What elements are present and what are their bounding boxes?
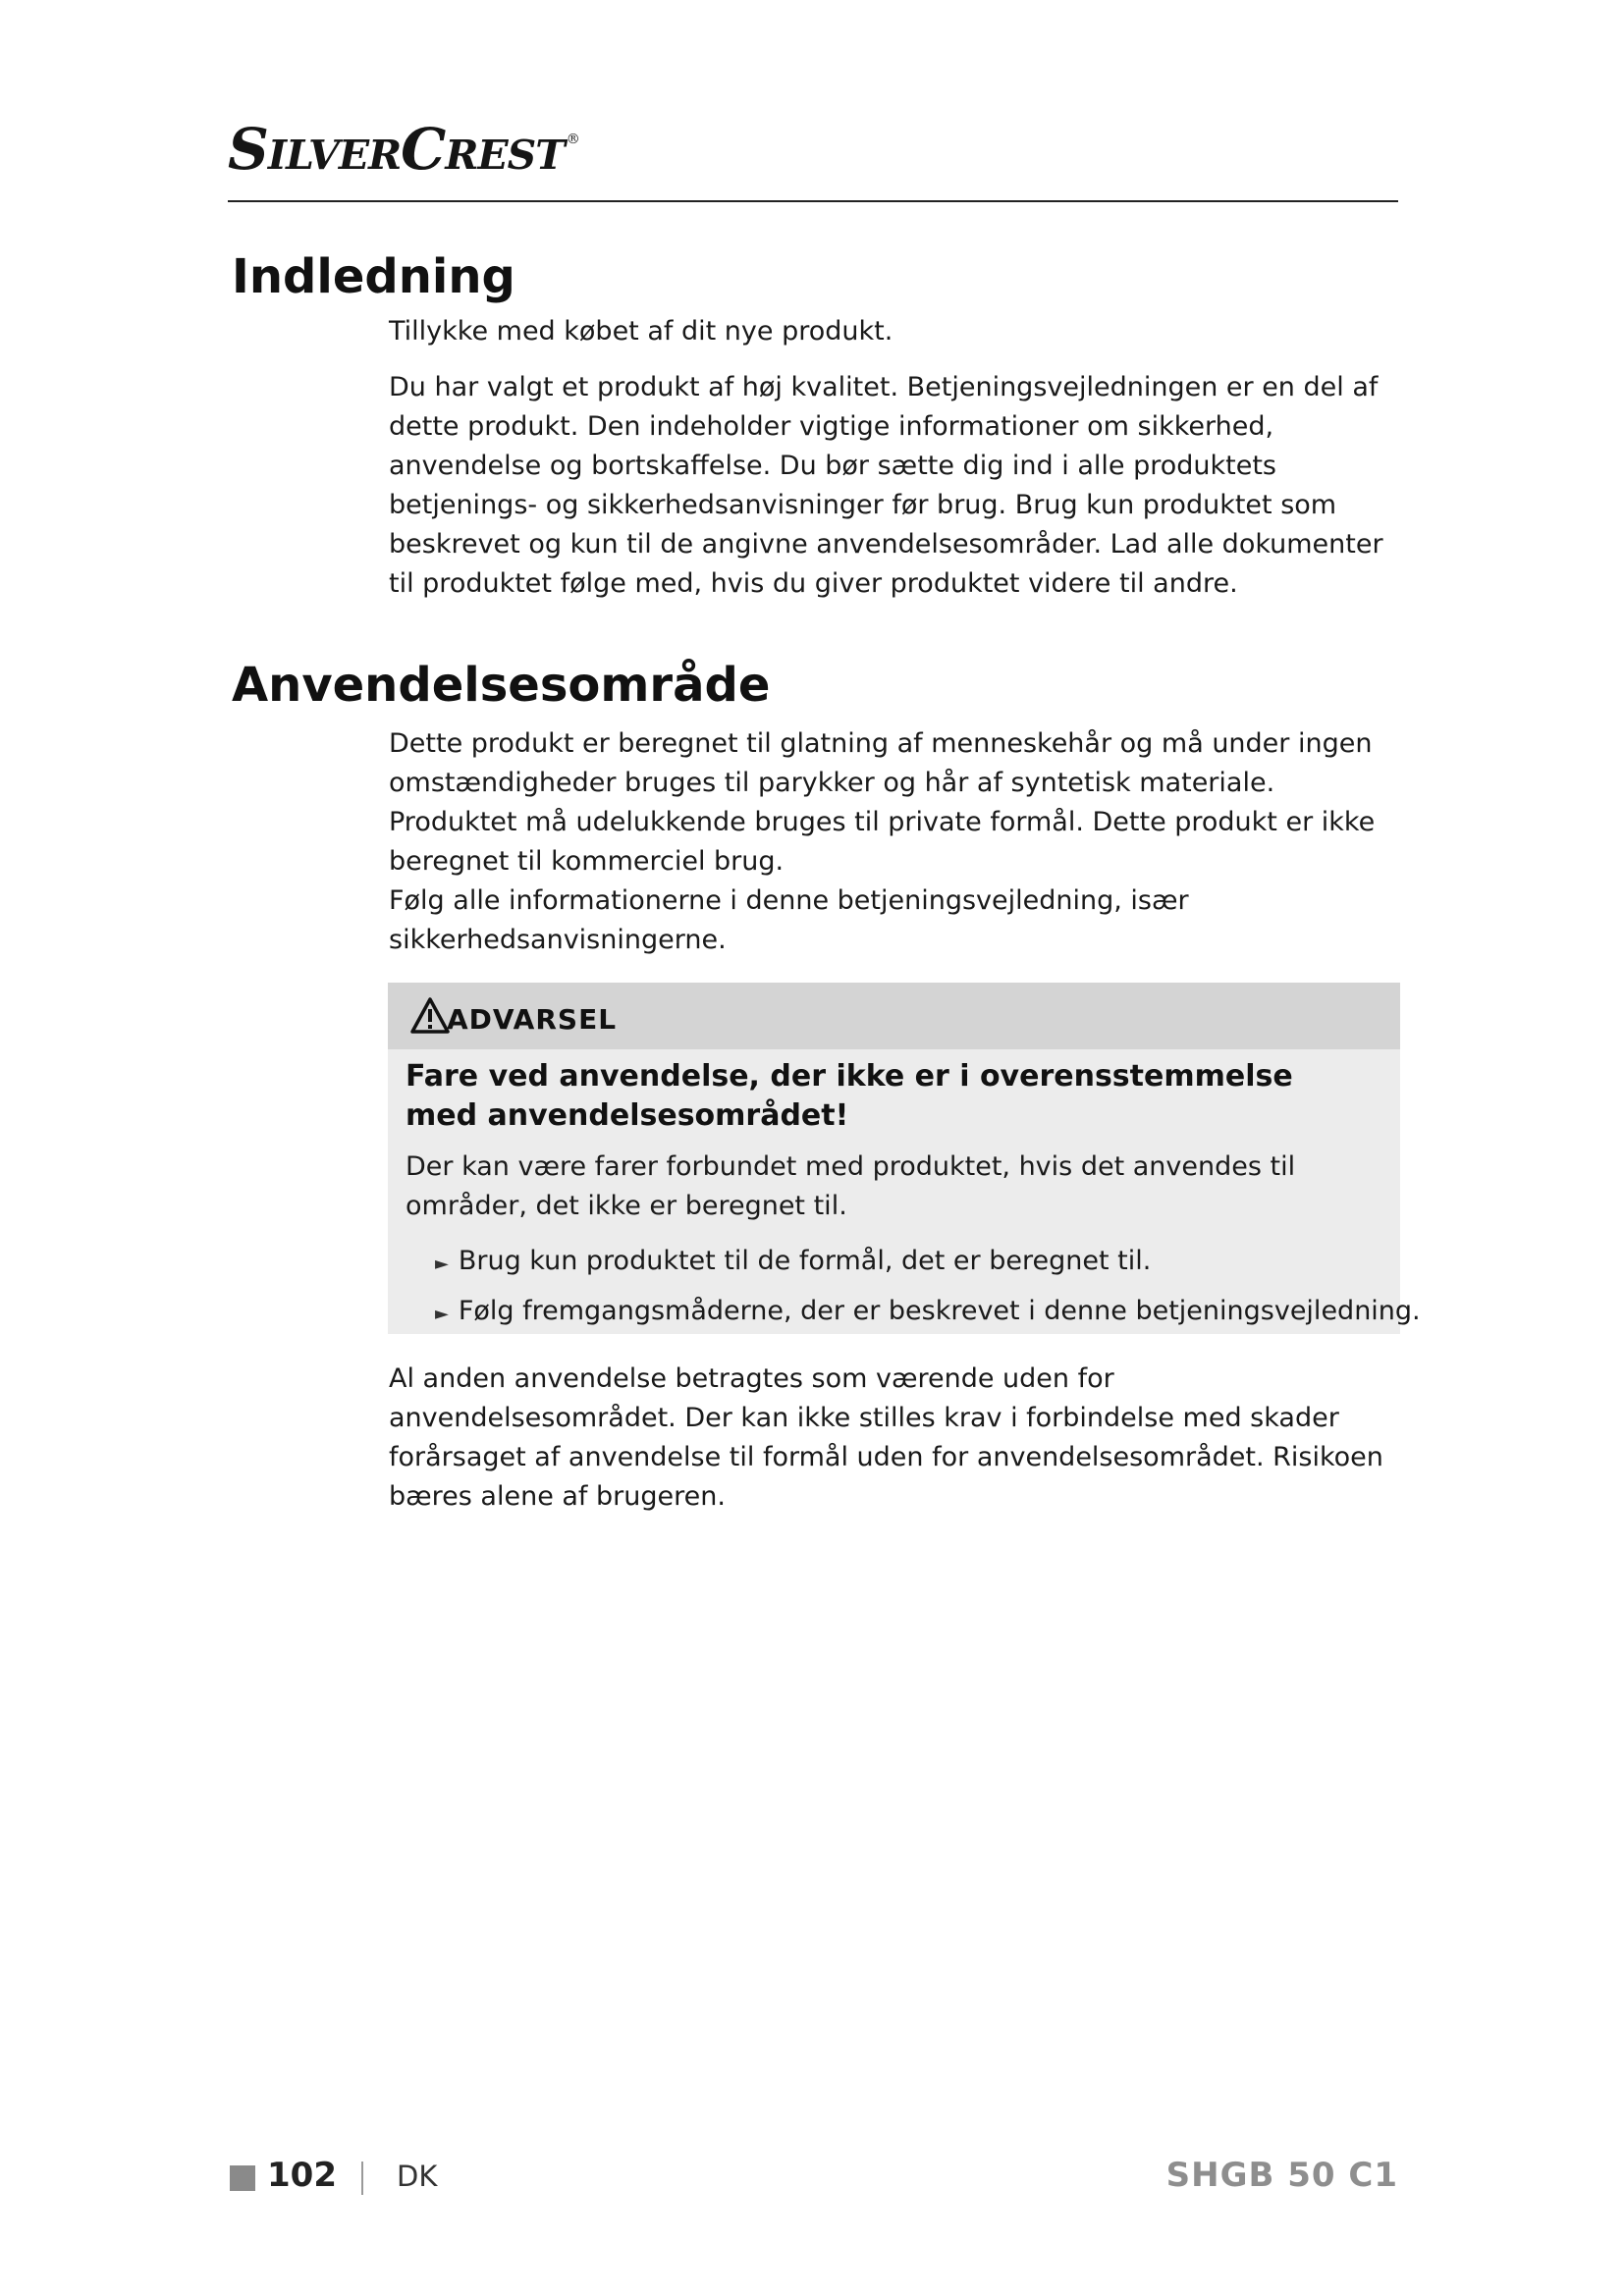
list-item (435, 1288, 1421, 1338)
bullet-arrow-icon: ► (435, 1304, 449, 1324)
header-divider (228, 200, 1398, 202)
intro-paragraph-1: Tillykke med købet af dit nye produkt. (389, 316, 893, 347)
warning-box (388, 983, 1421, 1334)
warning-triangle-icon (409, 996, 451, 1036)
language-code: DK (397, 2160, 438, 2193)
footer-separator (361, 2162, 363, 2195)
section-title-usage: Anvendelsesområde (232, 658, 771, 713)
usage-paragraph-1: Dette produkt er beregnet til glatning af menneskehår og må under ingen omstændigheder bruges til parykker og hår af syntetisk materiale. (389, 728, 1373, 798)
brand-logo (228, 116, 579, 183)
brand-name: SilverCrest (228, 116, 565, 183)
usage-paragraph-3: Følg alle informationerne i denne betjeningsvejledning, især sikkerhedsanvisningerne. (389, 885, 1189, 955)
page-number: 102 (267, 2156, 337, 2195)
list-item (435, 1238, 1421, 1288)
usage-body (389, 724, 1400, 960)
closing-paragraph: Al anden anvendelse betragtes som værende uden for anvendelsesområdet. Der kan ikke stilles krav i forbindelse med skader forårsaget af anvendelse til formål uden for anvendelsesområdet. Risikoen bæres alene af brugeren. (389, 1363, 1383, 1512)
warning-list (435, 1238, 1421, 1338)
intro-paragraph-2: Du har valgt et produkt af høj kvalitet. Betjeningsvejledningen er en del af dette produkt. Den indeholder vigtige informationer om sikkerhed, anvendelse og bortskaffelse. Du bør sætte dig ind i alle produktets betjenings- og sikkerhedsanvisninger før brug. Brug kun produktet som beskrevet og kun til de angivne anvendelsesområder. Lad alle dokumenter til produktet følge med, hvis du giver produktet videre til andre. (389, 372, 1383, 599)
section-title-intro: Indledning (232, 249, 515, 304)
warning-label: ADVARSEL (447, 1002, 618, 1036)
intro-body (389, 312, 1400, 604)
warning-text: Der kan være farer forbundet med produktet, hvis det anvendes til områder, det ikke er beregnet til. (406, 1151, 1296, 1221)
warning-title: Fare ved anvendelse, der ikke er i overensstemmelse med anvendelsesområdet! (406, 1059, 1293, 1133)
warning-header (388, 983, 1400, 1049)
warning-item-2: Følg fremgangsmåderne, der er beskrevet i denne betjeningsvejledning. (458, 1296, 1421, 1326)
warning-item-1: Brug kun produktet til de formål, det er beregnet til. (458, 1246, 1152, 1276)
registered-mark: ® (566, 132, 579, 147)
page-footer (228, 2156, 1398, 2203)
footer-square-icon (230, 2165, 255, 2191)
bullet-arrow-icon: ► (435, 1254, 449, 1274)
model-number: SHGB 50 C1 (1165, 2156, 1398, 2195)
usage-closing (389, 1360, 1400, 1517)
usage-paragraph-2: Produktet må udelukkende bruges til private formål. Dette produkt er ikke beregnet til kommerciel brug. (389, 807, 1376, 877)
